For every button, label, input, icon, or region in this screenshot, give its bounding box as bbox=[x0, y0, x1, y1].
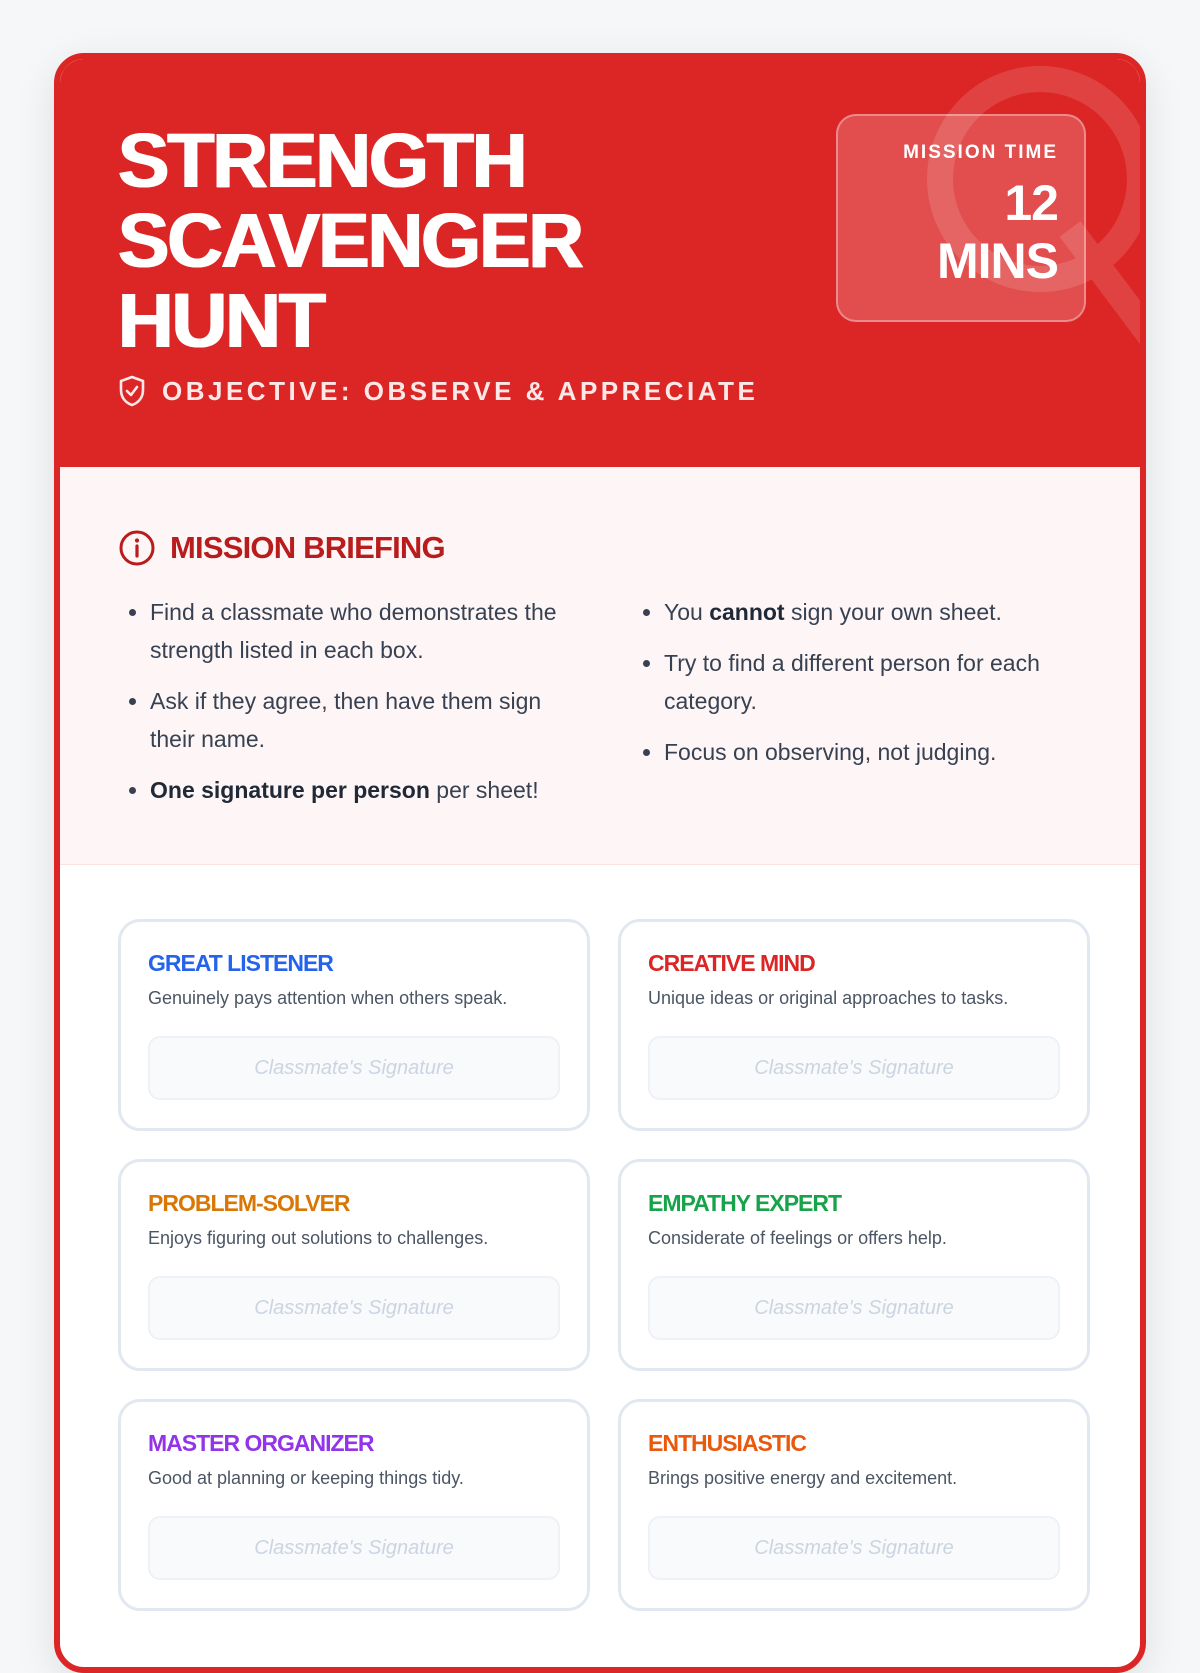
signature-field[interactable]: Classmate's Signature bbox=[648, 1036, 1060, 1100]
signature-field[interactable]: Classmate's Signature bbox=[648, 1516, 1060, 1580]
header bbox=[60, 59, 1140, 467]
strength-tile bbox=[618, 1399, 1090, 1611]
mission-briefing bbox=[60, 467, 1140, 865]
list-item: • Ask if they agree, then have them sign their name. bbox=[150, 682, 590, 758]
list-item: • Focus on observing, not judging. bbox=[664, 733, 1104, 771]
briefing-title: MISSION BRIEFING bbox=[170, 530, 445, 565]
strength-title: CREATIVE MIND bbox=[648, 950, 815, 976]
signature-field[interactable]: Classmate's Signature bbox=[148, 1516, 560, 1580]
strength-description: Enjoys figuring out solutions to challenges. bbox=[148, 1228, 489, 1248]
strength-tile bbox=[118, 1159, 590, 1371]
strength-description: Unique ideas or original approaches to tasks. bbox=[648, 988, 1009, 1008]
briefing-list-right bbox=[632, 593, 1104, 784]
briefing-list-left bbox=[118, 593, 590, 822]
timer-label: MISSION TIME bbox=[903, 142, 1058, 163]
strength-tile bbox=[618, 1159, 1090, 1371]
list-item: • Try to find a different person for each category. bbox=[664, 644, 1104, 720]
signature-field[interactable]: Classmate's Signature bbox=[148, 1276, 560, 1340]
objective bbox=[118, 375, 758, 407]
shield-check-icon bbox=[118, 375, 146, 407]
timer-unit: MINS bbox=[937, 233, 1058, 289]
title-line: SCAVENGER bbox=[118, 198, 583, 284]
strength-description: Considerate of feelings or offers help. bbox=[648, 1228, 947, 1248]
strength-description: Good at planning or keeping things tidy. bbox=[148, 1468, 464, 1488]
list-item: • You cannot sign your own sheet. bbox=[664, 593, 1104, 631]
strength-title: GREAT LISTENER bbox=[148, 950, 333, 976]
strength-tile bbox=[618, 919, 1090, 1131]
list-item: • Find a classmate who demonstrates the strength listed in each box. bbox=[150, 593, 590, 669]
title-line: STRENGTH bbox=[118, 118, 526, 204]
title-line: HUNT bbox=[118, 278, 324, 364]
list-item: • One signature per person per sheet! bbox=[150, 771, 590, 809]
briefing-heading bbox=[118, 529, 445, 567]
strength-description: Brings positive energy and excitement. bbox=[648, 1468, 958, 1488]
info-icon bbox=[118, 529, 156, 567]
mission-timer bbox=[836, 114, 1086, 322]
strength-tile bbox=[118, 1399, 590, 1611]
signature-field[interactable]: Classmate's Signature bbox=[148, 1036, 560, 1100]
worksheet-card bbox=[54, 53, 1146, 1673]
strength-title: ENTHUSIASTIC bbox=[648, 1430, 806, 1456]
strength-title: EMPATHY EXPERT bbox=[648, 1190, 842, 1216]
strength-title: PROBLEM-SOLVER bbox=[148, 1190, 350, 1216]
signature-field[interactable]: Classmate's Signature bbox=[648, 1276, 1060, 1340]
timer-value: 12 bbox=[1004, 175, 1058, 231]
strength-description: Genuinely pays attention when others speak. bbox=[148, 988, 508, 1008]
objective-text: OBJECTIVE: OBSERVE & APPRECIATE bbox=[162, 375, 759, 406]
strength-title: MASTER ORGANIZER bbox=[148, 1430, 374, 1456]
strength-tile bbox=[118, 919, 590, 1131]
page-title bbox=[118, 118, 758, 364]
